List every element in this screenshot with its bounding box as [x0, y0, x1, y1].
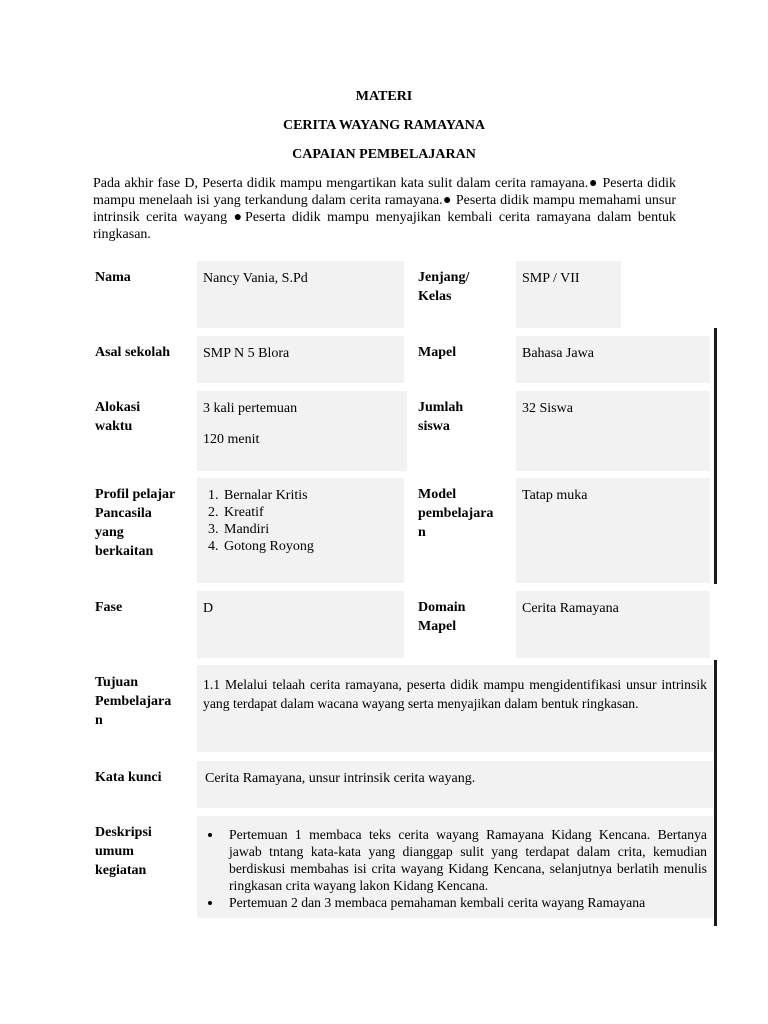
value-jenjang: SMP / VII: [522, 271, 580, 286]
label-nama: Nama: [95, 270, 131, 285]
value-jumlah-siswa: 32 Siswa: [522, 401, 573, 416]
cell-bg-fase: [197, 591, 404, 658]
label-profil-pelajar: Profil pelajar Pancasila yang berkaitan: [95, 487, 176, 559]
label-fase: Fase: [95, 600, 123, 615]
label-model-pembelajaran: Model pembelajara n: [418, 487, 494, 540]
label-jumlah-siswa: Jumlah siswa: [418, 400, 464, 434]
profil-list: [203, 487, 314, 555]
value-tujuan-pembelajaran: 1.1 Melalui telaah cerita ramayana, peserta didik mampu mengidentifikasi unsur intrinsik yang terdapat dalam wacana wayang serta menyajikan dalam bentuk ringkasan.: [203, 677, 707, 711]
value-mapel: Bahasa Jawa: [522, 346, 594, 361]
label-domain-mapel: Domain Mapel: [418, 600, 466, 634]
deskripsi-item: • Pertemuan 2 dan 3 membaca pemahaman kembali cerita wayang Ramayana: [223, 894, 707, 911]
value-fase: D: [203, 601, 214, 616]
value-alokasi-waktu: 3 kali pertemuan 120 menit: [203, 401, 298, 447]
label-kata-kunci: Kata kunci: [95, 770, 162, 785]
value-model-pembelajaran: Tatap muka: [522, 488, 588, 503]
label-alokasi-waktu: Alokasi waktu: [95, 400, 141, 434]
label-asal-sekolah: Asal sekolah: [95, 345, 171, 360]
label-deskripsi-kegiatan: Deskripsi umum kegiatan: [95, 825, 152, 878]
document-subtitle: CERITA WAYANG RAMAYANA: [282, 118, 485, 133]
intro-paragraph: Pada akhir fase D, Peserta didik mampu mengartikan kata sulit dalam cerita ramayana.● Peserta didik mampu menelaah isi yang terkandung dalam cerita ramayana.● Peserta didik mampu memahami unsur intrinsik cerita wayang ●Peserta didik mampu menyajikan kembali cerita ramayana dalam bentuk ringkasan.: [93, 176, 676, 242]
label-mapel: Mapel: [418, 345, 457, 360]
section-heading: CAPAIAN PEMBELAJARAN: [292, 147, 476, 162]
deskripsi-item: • Pertemuan 1 membaca teks cerita wayang Ramayana Kidang Kencana. Bertanya jawab tntang kata-kata yang dianggap sulit yang terdapat dalam crita, kemudian berdiskusi membahas isi crita wayang Kidang Kencana, selanjutnya berlatih menulis ringkasan crita wayang lakon Kidang Kencana.: [223, 826, 707, 894]
value-domain-mapel: Cerita Ramayana: [522, 601, 619, 616]
label-tujuan-pembelajaran: Tujuan Pembelajara n: [95, 675, 172, 728]
deskripsi-list: [205, 826, 707, 911]
table-border-right: [714, 328, 717, 584]
value-nama: Nancy Vania, S.Pd: [203, 271, 308, 286]
profil-item: 4. Gotong Royong: [222, 538, 314, 555]
document-title: MATERI: [355, 89, 413, 104]
profil-item: 3. Mandiri: [222, 521, 314, 538]
profil-item: 2. Kreatif: [222, 504, 314, 521]
profil-item: 1. Bernalar Kritis: [222, 487, 314, 504]
value-kata-kunci: Cerita Ramayana, unsur intrinsik cerita wayang.: [205, 771, 476, 786]
label-jenjang: Jenjang/ Kelas: [418, 270, 470, 304]
table-border-right-lower: [714, 660, 717, 926]
value-asal-sekolah: SMP N 5 Blora: [203, 346, 290, 361]
